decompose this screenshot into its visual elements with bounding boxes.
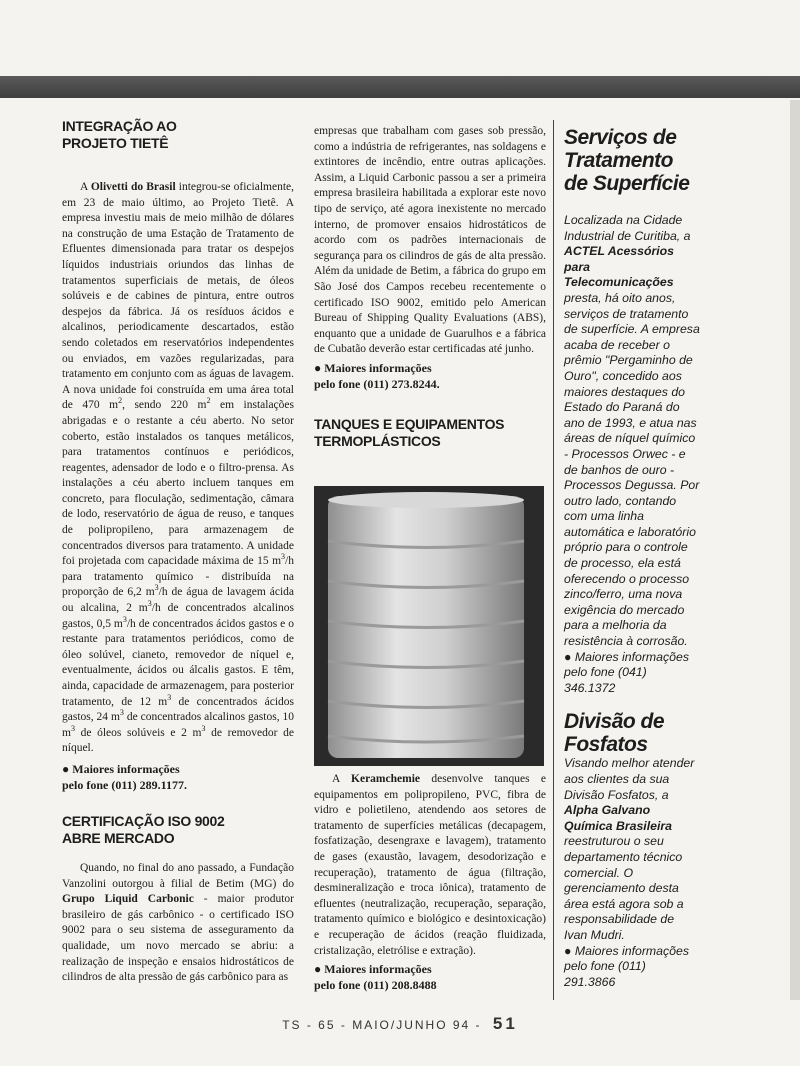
more-info-label: Maiores informações (72, 761, 180, 776)
footer-issue: TS - 65 - MAIO/JUNHO 94 - (282, 1018, 482, 1032)
section-title-iso-9002: CERTIFICAÇÃO ISO 9002 ABRE MERCADO (62, 812, 225, 846)
superscript: 3 (70, 723, 75, 733)
sidebar-more-servicos (564, 650, 700, 697)
column-middle-lower (314, 772, 546, 993)
body-text: Quando, no final do ano passado, a Fundação Vanzolini outorgou à filial de Betim (MG) do (62, 861, 294, 890)
body-text: Visando melhor atender aos clientes da sua Divisão Fosfatos, a (564, 756, 695, 802)
body-text: /h de água de lavagem ácida ou alcalina, 2 m (62, 586, 294, 615)
company-name: Alpha Galvano Química Brasileira (564, 803, 672, 833)
body-text: /h de concentrados alcalinos gastos, 0,5 m (62, 602, 295, 630)
more-info-text: Maiores informações pelo fone (011) 291.3866 (564, 943, 689, 989)
sidebar-body-fosfatos (564, 756, 700, 943)
section-body-projeto-tiete (62, 180, 294, 757)
body-text: reestruturou o seu departamento técnico comercial. O gerenciamento desta área está agora sob a responsabilidade de Ivan Mudri. (564, 834, 684, 942)
section-title-tanques: TANQUES E EQUIPAMENTOS TERMOPLÁSTICOS (314, 415, 505, 449)
phone-tanques: pelo fone (011) 208.8488 (314, 978, 437, 993)
body-text: - maior produtor brasileiro de gás carbônico - o certificado ISO 9002 para o seu sistema de asseguramento da qualidade, um novo mercado se abriu: a realização de inspeção e ensaios hidrostáticos de cilindros de alta pressão de gás carbônico para as (62, 893, 294, 984)
sidebar-title-fosfatos: Divisão de Fosfatos (564, 710, 665, 757)
bullet-icon: ● (564, 649, 572, 664)
more-info-label: Maiores informações (324, 360, 432, 375)
body-text: , sendo 220 m (122, 399, 207, 412)
body-text: Localizada na Cidade Industrial de Curitiba, a (564, 213, 691, 243)
body-text: de removedor de níquel. (62, 726, 295, 755)
phone-iso-9002: pelo fone (011) 273.8244. (314, 376, 440, 391)
more-info-text: Maiores informações pelo fone (041) 346.1372 (564, 649, 689, 695)
page-number: 51 (492, 1014, 518, 1033)
superscript: 3 (281, 552, 286, 562)
bullet-icon: ● (62, 761, 70, 776)
column-middle (314, 124, 546, 450)
superscript: 3 (154, 583, 159, 593)
sidebar-more-fosfatos (564, 944, 700, 991)
body-text: /h de concentrados ácidos gastos e o restante para tratamentos periódicos, como de óleo solúvel, cianeto, removedor de níquel e, eventualmente, ácidos ou álcalis gastos. E têm, ainda, capacidade de armazenagem, para posterior tratamento, de 12 m (62, 617, 294, 708)
section-title-projeto-tiete: INTEGRAÇÃO AO PROJETO TIETÊ (62, 118, 177, 151)
body-text: de óleos solúveis e 2 m (74, 726, 202, 739)
tank-illustration (314, 486, 544, 766)
more-info-iso-9002 (314, 360, 546, 376)
column-right-sidebar (564, 126, 700, 990)
superscript: 3 (201, 723, 206, 733)
superscript: 3 (122, 614, 127, 624)
bullet-icon: ● (314, 962, 322, 977)
company-name: Olivetti do Brasil (90, 181, 176, 193)
superscript: 3 (147, 599, 152, 609)
body-text: /h para tratamento químico - distribuída na proporção de 6,2 m (62, 555, 294, 599)
superscript: 3 (167, 692, 172, 702)
header-bar (0, 76, 800, 98)
phone-projeto-tiete: pelo fone (011) 289.1177. (62, 777, 187, 792)
sidebar-body-servicos (564, 213, 700, 650)
section-body-iso-9002-part2: empresas que trabalham com gases sob pressão, como a indústria de refrigerantes, nas soldagens e extintores de incêndio, entre outras aplicações. Assim, a Liquid Carbonic passou a ser a primeira empresa brasileira habilitada a explorar este novo tipo de serviço, até agora inexistente no mercado interno, de promover ensaios hidrostáticos de acordo com os padrões internacionais de segurança para os cilindros de gás de alta pressão. Além da unidade de Betim, a fábrica do grupo em São José dos Campos recebeu recentemente o certificado ISO 9002, emitido pelo American Bureau of Shipping Quality Evaluations (ABS), enquanto que a unidade de Guarulhos e a fábrica de Cubatão deverão estar certificadas até junho. (314, 125, 546, 356)
body-text: integrou-se oficialmente, em 23 de maio último, ao Projeto Tietê. A empresa investiu mais de meio milhão de dólares na construção de uma Estação de Tratamento de Efluentes dimensionada para tratar os despejos líquidos industriais oriundos das linhas de tratamentos superficiais de metais, de óleos solúveis e de cabines de pintura, entre outros despejos da fábrica. Já os resíduos ácidos e alcalinos, periodicamente descartados, estão sendo coletados em reservatórios independentes ou enviados, em vazões regularizadas, para tratamento em conjunto com as águas de lavagem. A nova unidade foi construída em uma área total de 470 m (62, 181, 294, 412)
sidebar-title-servicos: Serviços de Tratamento de Superfície (564, 126, 690, 195)
column-left (62, 118, 294, 986)
more-info-label: Maiores informações (324, 962, 432, 977)
facing-page-edge (790, 100, 800, 1000)
body-text: desenvolve tanques e equipamentos em polipropileno, PVC, fibra de vidro e polietileno, atendendo aos setores de tratamento de superfícies metálicas (decapagem, fosfatização, desengraxe e lavagem), tratamento de gases (exaustão, lavagem, desodorização e recuperação), tratamento de água (filtração, desmineralização e troca iônica), tratamento de efluentes (neutralização, recuperação, separação, tratamento químico e biológico e desintoxicação) e recuperação de ácidos (reação fluidizada, cristalização, eletrólise e extração). (314, 773, 547, 957)
body-text: A (332, 773, 352, 785)
bullet-icon: ● (564, 943, 572, 958)
body-text: A (80, 181, 91, 193)
company-name: Keramchemie (351, 773, 420, 785)
superscript: 2 (118, 396, 123, 406)
body-text: de concentrados ácidos gastos, 24 m (62, 695, 294, 724)
page-footer (0, 1014, 800, 1034)
more-info-projeto-tiete (62, 761, 294, 777)
bullet-icon: ● (314, 360, 322, 375)
company-name: ACTEL Acessórios para Telecomunicações (564, 244, 675, 290)
superscript: 2 (206, 396, 211, 406)
body-text: presta, há oito anos, serviços de tratamento de superfície. A empresa acaba de receber o prêmio "Pergaminho de Ouro", concedido aos maiores destaques do Estado do Paraná do ano de 1993, e atua nas áreas de níquel químico - Processos Orwec - e de banhos de ouro - Processos Degussa. Por outro lado, contando com uma linha automática e laboratório próprio para o controle de processo, ela está oferecendo o processo zinco/ferro, uma nova exigência do mercado para a melhoria da resistência à corrosão. (564, 290, 700, 649)
superscript: 3 (119, 708, 124, 718)
column-divider (553, 120, 554, 1000)
section-body-iso-9002-part1 (62, 861, 294, 986)
more-info-tanques (314, 961, 546, 977)
body-text: de concentrados alcalinos gastos, 10 m (62, 711, 294, 739)
company-name: Grupo Liquid Carbonic (62, 893, 194, 906)
tank-photo (314, 486, 544, 766)
section-body-tanques (314, 772, 546, 959)
body-text: em instalações abrigadas e o restante a céu aberto. No setor coberto, estão instalados os tanques metálicos, para tratamentos contínuos e periódicos, reagentes, adensador de lodo e o filtro-prensa. As instalações a céu aberto incluem tanques em concreto, para floculação, sedimentação, câmara de lodo, reservatório de água de reuso, e tanques de polipropileno, para armazenagem de concentrados diversos para tratamento. A unidade foi projetada com capacidade máxima de 15 m (62, 399, 294, 568)
